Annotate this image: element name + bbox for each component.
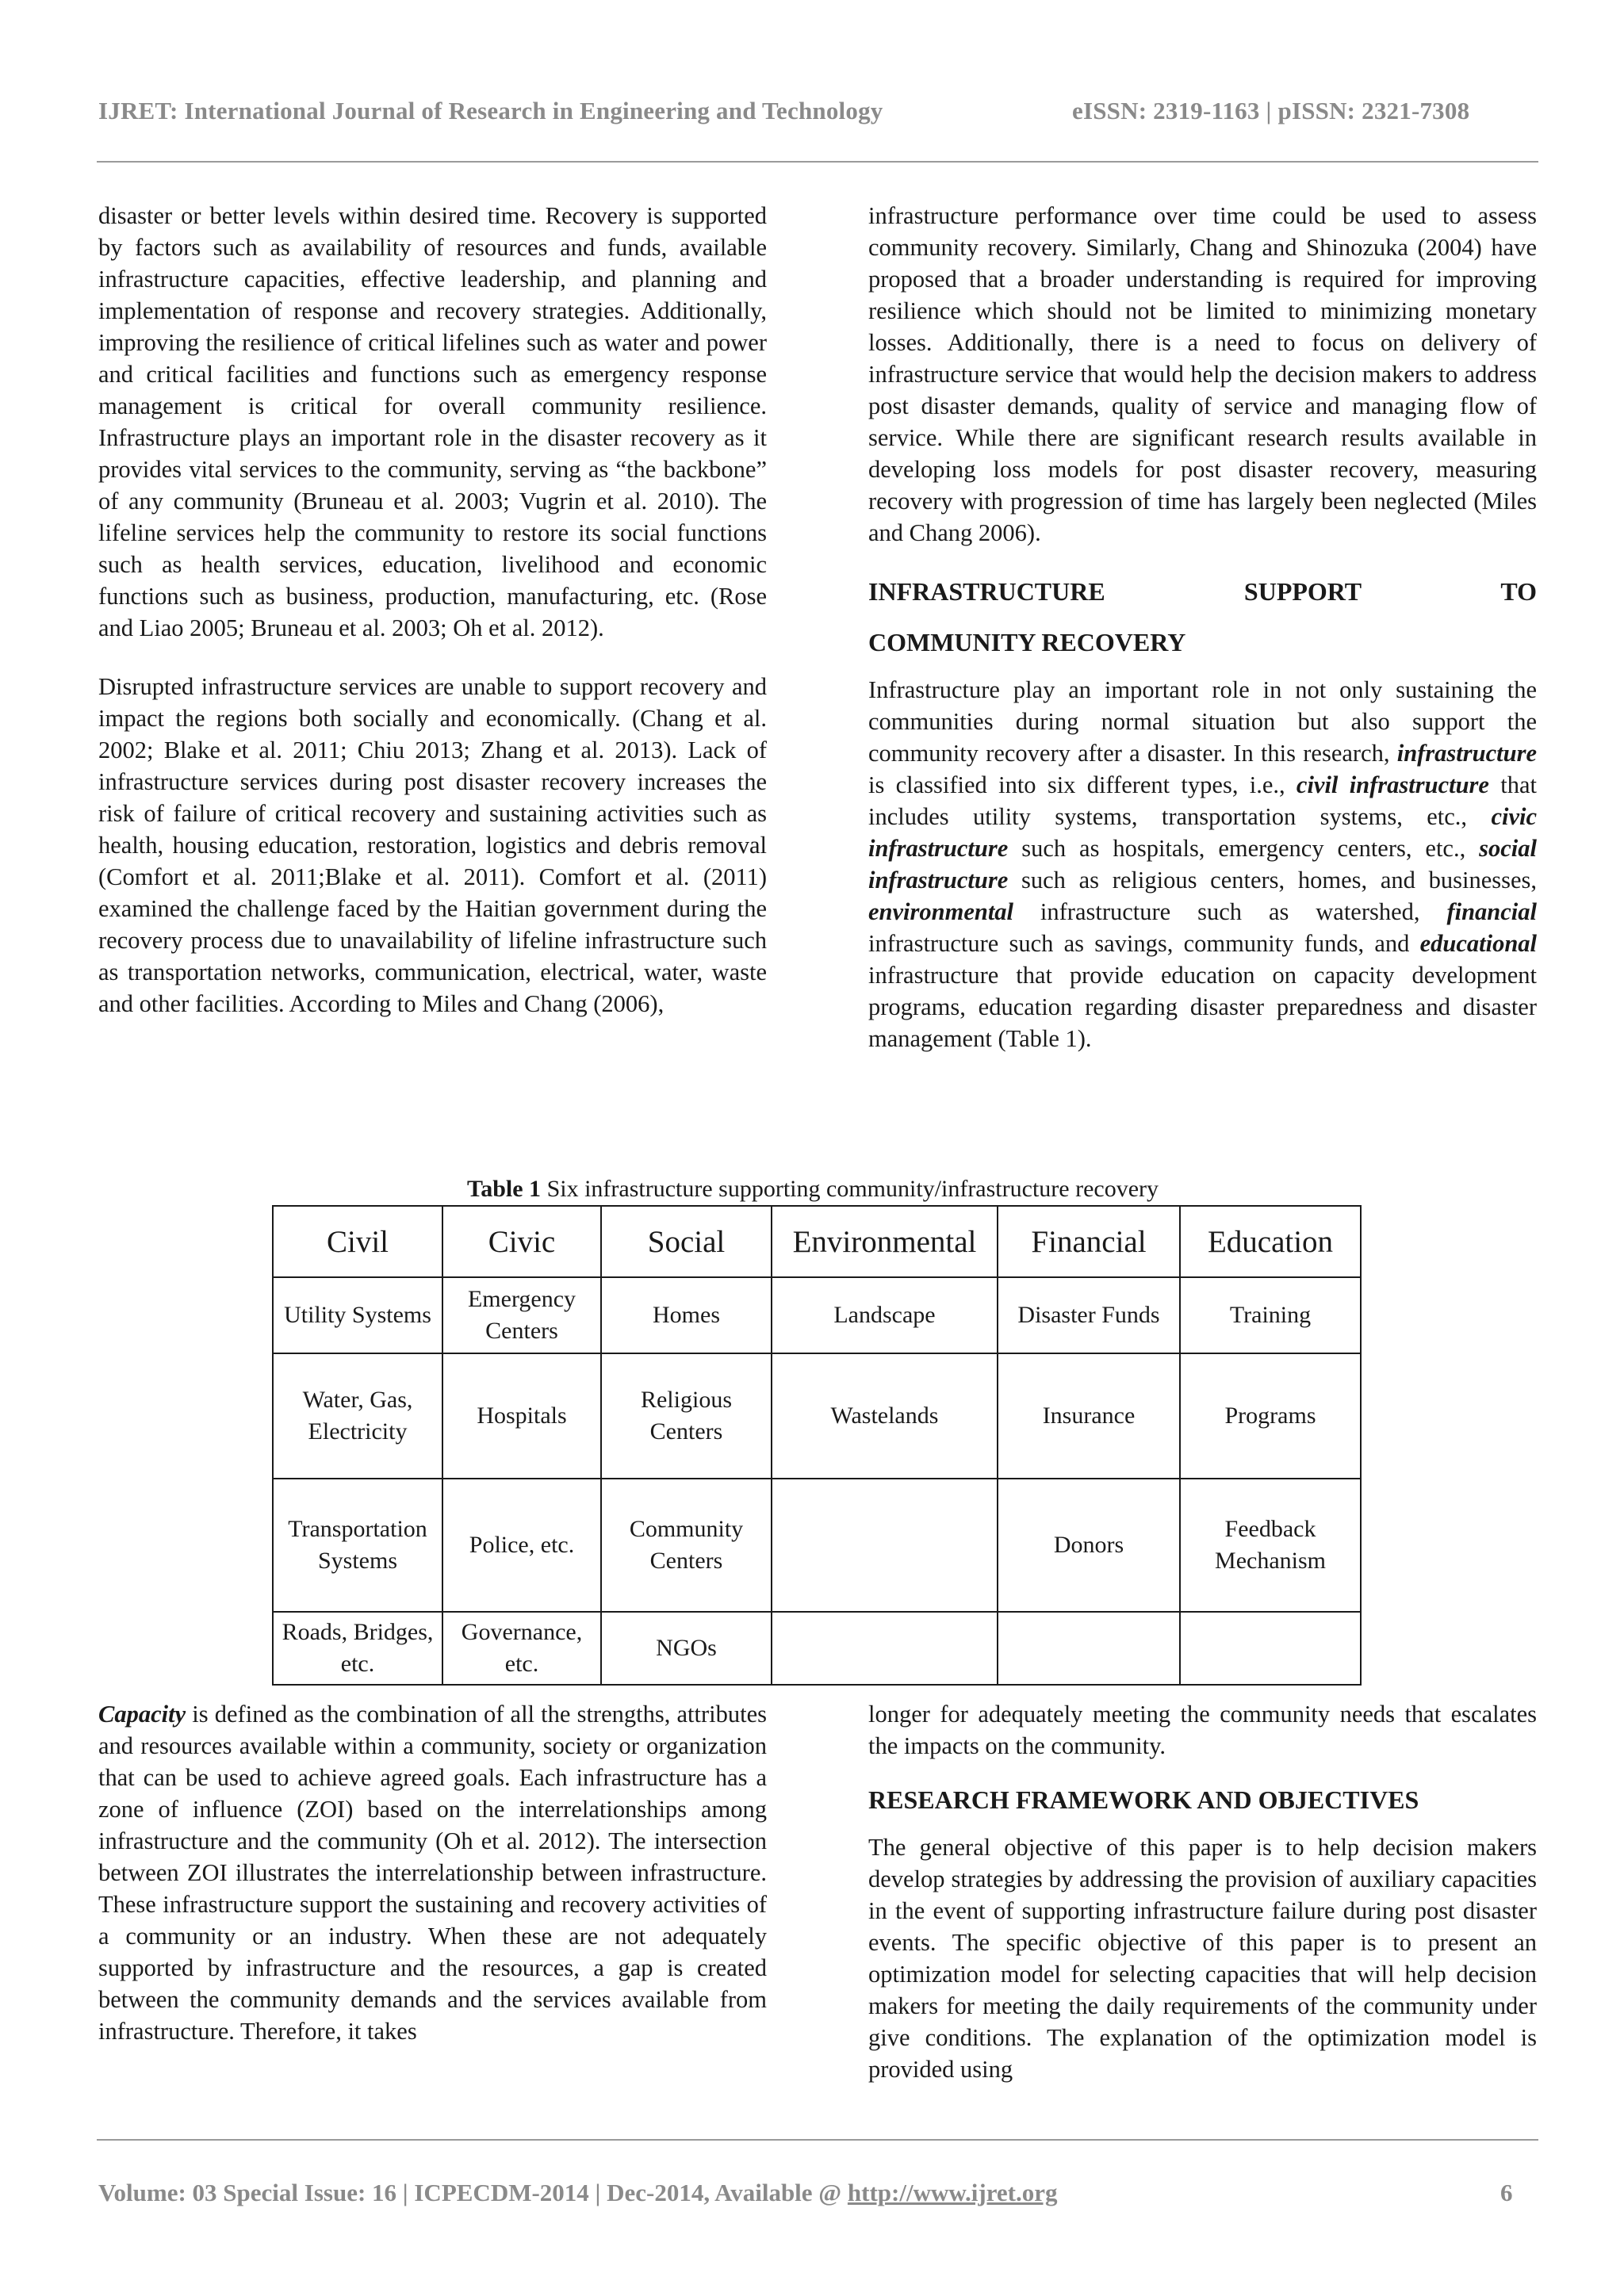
table-row [273, 1353, 1361, 1479]
left-column-top [98, 200, 767, 1020]
table-header-cell: Education [1180, 1206, 1361, 1277]
table-cell: Police, etc. [442, 1479, 601, 1612]
paragraph: Capacity is defined as the combination of all the strengths, attributes and resources available within a community, society or organization that can be used to achieve agreed goals. Each infrastructure has a zone of influence (ZOI) based on the interrelationships among infrastructure and the community (Oh et al. 2012). The intersection between ZOI illustrates the interrelationship between infrastructure. These infrastructure support the sustaining and recovery activities of a community or an industry. When these are not adequately supported by infrastructure and the resources, a gap is created between the community demands and the services available from infrastructure. Therefore, it takes [98, 1701, 767, 2045]
table-cell: Homes [601, 1277, 772, 1353]
table-cell: Hospitals [442, 1353, 601, 1479]
journal-title: IJRET: International Journal of Research in Engineering and Technology [98, 97, 883, 124]
table-cell [998, 1612, 1180, 1685]
paragraph: Disrupted infrastructure services are unable to support recovery and impact the regions both socially and economically. (Chang et al. 2002; Blake et al. 2011; Chiu 2013; Zhang et al. 2013). Lack of infrastructure services during post disaster recovery increases the risk of failure of critical recovery and sustaining activities such as health, housing education, restoration, logistics and debris removal (Comfort et al. 2011;Blake et al. 2011). Comfort et al. (2011) examined the challenge faced by the Haitian government during the recovery process due to unavailability of lifeline infrastructure such as transportation networks, communication, electrical, water, waste and other facilities. According to Miles and Chang (2006), [98, 673, 767, 1017]
right-column-top [868, 200, 1537, 1054]
footer-rule [97, 2139, 1538, 2141]
table-row [273, 1277, 1361, 1353]
table-cell [1180, 1612, 1361, 1685]
page-number: 6 [1500, 2179, 1513, 2206]
table-cell: Wastelands [772, 1353, 998, 1479]
table-cell: Religious Centers [601, 1353, 772, 1479]
paragraph: Infrastructure play an important role in not only sustaining the communities during normal situation but also support the community recovery after a disaster. In this research, infrastructure is classified into six different types, i.e., civil infrastructure that includes utility systems, transportation systems, etc., civic infrastructure such as hospitals, emergency centers, etc., social infrastructure such as religious centers, homes, and businesses, environmental infrastructure such as watershed, financial infrastructure such as savings, community funds, and educational infrastructure that provide education on capacity development programs, education regarding disaster preparedness and disaster management (Table 1). [868, 676, 1537, 1052]
table-cell: Feedback Mechanism [1180, 1479, 1361, 1612]
table-cell: Governance, etc. [442, 1612, 601, 1685]
table-header-cell: Civil [273, 1206, 442, 1277]
table-cell: Utility Systems [273, 1277, 442, 1353]
table-header-cell: Financial [998, 1206, 1180, 1277]
table-cell: Roads, Bridges, etc. [273, 1612, 442, 1685]
table-row [273, 1479, 1361, 1612]
issn-label: eISSN: 2319-1163 | pISSN: 2321-7308 [1072, 97, 1470, 124]
section-heading-infrastructure: INFRASTRUCTURE SUPPORT TO [868, 577, 1537, 606]
table-cell: Training [1180, 1277, 1361, 1353]
table-cell: Programs [1180, 1353, 1361, 1479]
table-header-cell: Social [601, 1206, 772, 1277]
table-cell: Donors [998, 1479, 1180, 1612]
table-cell: NGOs [601, 1612, 772, 1685]
table-cell [772, 1612, 998, 1685]
table-header-cell: Civic [442, 1206, 601, 1277]
paragraph: infrastructure performance over time could be used to assess community recovery. Similarly, Chang and Shinozuka (2004) have proposed that a broader understanding is required for improving resilience which should not be limited to minimizing monetary losses. Additionally, there is a need to focus on delivery of infrastructure service that would help the decision makers to address post disaster demands, quality of service and managing flow of service. While there are significant research results available in developing loss models for post disaster recovery, measuring recovery with progression of time has largely been neglected (Miles and Chang 2006). [868, 202, 1537, 546]
paragraph: longer for adequately meeting the community needs that escalates the impacts on the community. [868, 1701, 1537, 1759]
paragraph: disaster or better levels within desired time. Recovery is supported by factors such as availability of resources and funds, available infrastructure capacities, effective leadership, and planning and implementation of response and recovery strategies. Additionally, improving the resilience of critical lifelines such as water and power and critical facilities and functions such as emergency response management is critical for overall community resilience. Infrastructure plays an important role in the disaster recovery as it provides vital services to the community, serving as “the backbone” of any community (Bruneau et al. 2003; Vugrin et al. 2010). The lifeline services help the community to restore its social functions such as health services, education, livelihood and economic functions such as business, production, manufacturing, etc. (Rose and Liao 2005; Bruneau et al. 2003; Oh et al. 2012). [98, 202, 767, 641]
table-header-row [273, 1206, 1361, 1277]
table-cell [772, 1479, 998, 1612]
table-cell: Landscape [772, 1277, 998, 1353]
header-rule [97, 161, 1538, 163]
journal-link[interactable]: http://www.ijret.org [847, 2179, 1058, 2206]
section-heading-line2: COMMUNITY RECOVERY [868, 628, 1186, 656]
infrastructure-table [272, 1205, 1362, 1686]
table-row [273, 1612, 1361, 1685]
section-heading-research: RESEARCH FRAMEWORK AND OBJECTIVES [868, 1785, 1419, 1814]
right-column-bottom [868, 1698, 1537, 2085]
footer-volume: Volume: 03 Special Issue: 16 | ICPECDM-2014 | Dec-2014, Available @ http://www.ijret.org [98, 2179, 1058, 2206]
table-cell: Emergency Centers [442, 1277, 601, 1353]
paragraph: The general objective of this paper is to help decision makers develop strategies by addressing the provision of auxiliary capacities in the event of supporting infrastructure failure during post disaster events. The specific objective of this paper is to present an optimization model for selecting capacities that will help decision makers for meeting the daily requirements of the community under give conditions. The explanation of the optimization model is provided using [868, 1834, 1537, 2083]
table-cell: Insurance [998, 1353, 1180, 1479]
table-caption: Table 1 Six infrastructure supporting community/infrastructure recovery [466, 1176, 1159, 1202]
table-cell: Water, Gas, Electricity [273, 1353, 442, 1479]
table-cell: Transportation Systems [273, 1479, 442, 1612]
left-column-bottom [98, 1698, 767, 2047]
table-cell: Disaster Funds [998, 1277, 1180, 1353]
table-header-cell: Environmental [772, 1206, 998, 1277]
table-cell: Community Centers [601, 1479, 772, 1612]
